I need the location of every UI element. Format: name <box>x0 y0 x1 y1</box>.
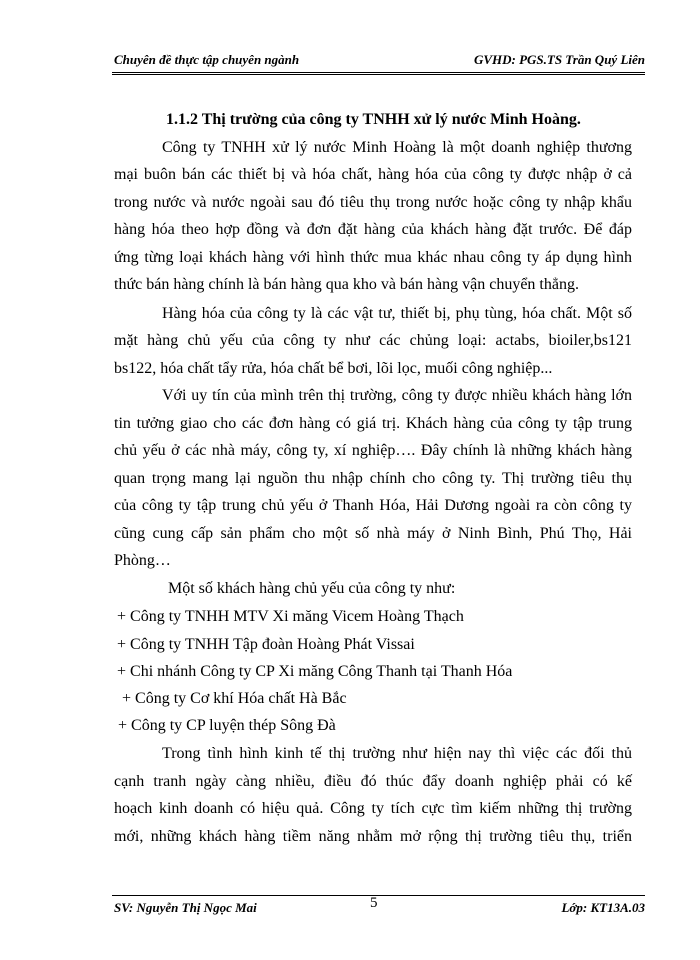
customer-list-item: + Công ty Cơ khí Hóa chất Hà Bắc <box>122 690 347 707</box>
header-supervisor: GVHD: PGS.TS Trần Quý Liên <box>473 52 645 67</box>
paragraph-3-line: chủ yếu ở các nhà máy, công ty, xí nghiệp…. Đây chính là những khách hàng <box>114 442 632 459</box>
paragraph-2-line: mặt hàng chủ yếu của công ty như các chủng loại: actabs, bioiler,bs121 <box>114 332 632 349</box>
customer-list-item: + Chi nhánh Công ty CP Xi măng Công Thanh tại Thanh Hóa <box>117 663 513 680</box>
page-number: 5 <box>370 895 378 911</box>
header-course-title: Chuyên đề thực tập chuyên ngành <box>114 52 300 67</box>
page-header <box>112 50 645 75</box>
paragraph-3-line: Phòng… <box>114 552 171 569</box>
paragraph-4-line: mới, những khách hàng tiềm năng nhằm mở rộng thị trường tiêu thụ, triển <box>114 828 632 845</box>
paragraph-4-line: cạnh tranh ngày càng nhiều, điều đó thúc đẩy doanh nghiệp phải có kế <box>114 773 632 790</box>
paragraph-4-line: hoạch kinh doanh có hiệu quả. Công ty tích cực tìm kiếm những thị trường <box>114 800 632 817</box>
paragraph-1-line: ứng từng loại khách hàng với hình thức mua khác nhau công ty áp dụng hình <box>114 249 632 266</box>
customer-list-item: + Công ty TNHH Tập đoàn Hoàng Phát Vissai <box>117 636 415 653</box>
paragraph-2-line: Hàng hóa của công ty là các vật tư, thiết bị, phụ tùng, hóa chất. Một số <box>162 305 632 322</box>
paragraph-3-line: cũng cung cấp sản phẩm cho một số nhà máy ở Ninh Bình, Phú Thọ, Hải <box>114 525 632 542</box>
footer-class: Lớp: KT13A.03 <box>561 900 645 915</box>
paragraph-1-line: trong nước và nước ngoài sau đó tiêu thụ trong nước hoặc công ty nhập khẩu <box>114 194 632 211</box>
paragraph-1-line: thức bán hàng chính là bán hàng qua kho và bán hàng vận chuyển thẳng. <box>114 276 579 293</box>
customer-list-item: + Công ty TNHH MTV Xi măng Vicem Hoàng Thạch <box>117 608 464 625</box>
paragraph-2-line: bs122, hóa chất tẩy rửa, hóa chất bể bơi, lõi lọc, muối công nghiệp... <box>114 360 553 377</box>
customers-intro: Một số khách hàng chủ yếu của công ty như: <box>168 580 456 597</box>
page-footer <box>112 895 645 920</box>
customer-list-item: + Công ty CP luyện thép Sông Đà <box>118 717 336 734</box>
paragraph-3-line: Với uy tín của mình trên thị trường, công ty được nhiều khách hàng lớn <box>162 387 632 404</box>
paragraph-4-line: Trong tình hình kinh tế thị trường như hiện nay thì việc các đối thủ <box>162 745 632 762</box>
footer-student-name: SV: Nguyễn Thị Ngọc Mai <box>114 900 257 915</box>
section-heading: 1.1.2 Thị trường của công ty TNHH xử lý nước Minh Hoàng. <box>166 111 581 128</box>
paragraph-1-line: hàng hóa theo hợp đồng và đơn đặt hàng của khách hàng đặt trước. Để đáp <box>114 221 632 238</box>
paragraph-1-line: Công ty TNHH xử lý nước Minh Hoàng là một doanh nghiệp thương <box>162 139 632 156</box>
paragraph-3-line: tin tưởng giao cho các đơn hàng có giá trị. Khách hàng của công ty tập trung <box>114 415 632 432</box>
paragraph-3-line: quan trọng mang lại nguồn thu nhập chính cho công ty. Thị trường tiêu thụ <box>114 470 632 487</box>
paragraph-1-line: mại buôn bán các thiết bị và hóa chất, hàng hóa của công ty được nhập ở cả <box>114 166 632 183</box>
paragraph-3-line: của công ty tập trung chủ yếu ở Thanh Hóa, Hải Dương ngoài ra còn công ty <box>114 497 632 514</box>
